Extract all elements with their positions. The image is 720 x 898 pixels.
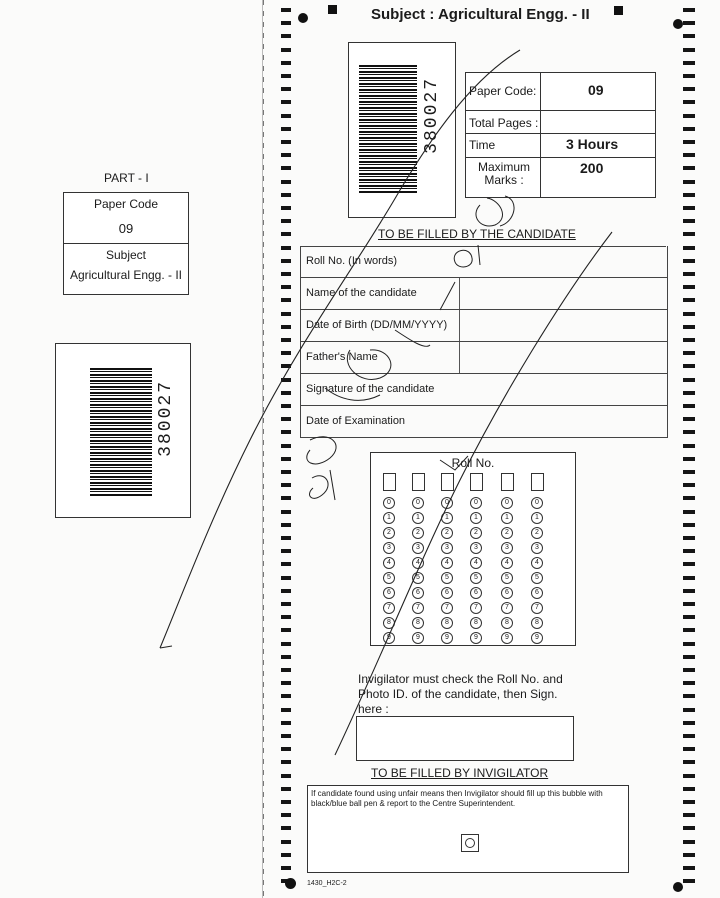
- roll-bubble[interactable]: 7: [441, 602, 453, 614]
- roll-bubble[interactable]: 2: [531, 527, 543, 539]
- max-marks-value: 200: [580, 160, 604, 176]
- invigilator-instruction: Invigilator must check the Roll No. and Photo ID. of the candidate, then Sign. here :: [358, 672, 563, 716]
- roll-bubble[interactable]: 0: [531, 497, 543, 509]
- invigilator-section-heading: TO BE FILLED BY INVIGILATOR: [371, 766, 549, 780]
- stub-subject-label: Subject: [105, 248, 147, 262]
- roll-bubble[interactable]: 4: [383, 557, 395, 569]
- roll-bubble[interactable]: 9: [470, 632, 482, 644]
- field-candidate-name[interactable]: Name of the candidate: [300, 278, 668, 310]
- candidate-section-heading: TO BE FILLED BY THE CANDIDATE: [378, 227, 576, 241]
- roll-bubble[interactable]: 4: [441, 557, 453, 569]
- roll-bubble[interactable]: 1: [383, 512, 395, 524]
- roll-bubble[interactable]: 2: [470, 527, 482, 539]
- roll-bubble[interactable]: 3: [412, 542, 424, 554]
- roll-bubble[interactable]: 5: [412, 572, 424, 584]
- roll-bubble[interactable]: 9: [501, 632, 513, 644]
- stub-barcode-number: 380027: [156, 380, 176, 457]
- roll-bubble[interactable]: 8: [412, 617, 424, 629]
- roll-bubble[interactable]: 4: [412, 557, 424, 569]
- roll-bubble[interactable]: 2: [412, 527, 424, 539]
- subject-title: Subject : Agricultural Engg. - II: [371, 6, 590, 23]
- roll-bubble[interactable]: 4: [531, 557, 543, 569]
- roll-bubble[interactable]: 8: [470, 617, 482, 629]
- roll-bubble[interactable]: 2: [501, 527, 513, 539]
- roll-bubble[interactable]: 9: [531, 632, 543, 644]
- roll-bubble[interactable]: 6: [441, 587, 453, 599]
- roll-bubble[interactable]: 1: [470, 512, 482, 524]
- unfair-means-text: If candidate found using unfair means then Invigilator should fill up this bubble with black/blue ball pen & report to the Centre Superintendent.: [311, 789, 603, 808]
- roll-bubble[interactable]: 7: [383, 602, 395, 614]
- roll-bubble[interactable]: 2: [441, 527, 453, 539]
- roll-bubble[interactable]: 7: [412, 602, 424, 614]
- max-marks-label: Maximum Marks :: [477, 160, 530, 187]
- field-date-of-exam[interactable]: Date of Examination: [300, 406, 668, 438]
- roll-bubble[interactable]: 8: [531, 617, 543, 629]
- roll-bubble[interactable]: 0: [470, 497, 482, 509]
- roll-bubble[interactable]: 1: [501, 512, 513, 524]
- field-father-name[interactable]: Father's Name: [300, 342, 668, 374]
- roll-bubble[interactable]: 7: [470, 602, 482, 614]
- roll-bubble[interactable]: 0: [501, 497, 513, 509]
- roll-bubble[interactable]: 6: [412, 587, 424, 599]
- roll-bubble[interactable]: 0: [412, 497, 424, 509]
- roll-bubble[interactable]: 9: [412, 632, 424, 644]
- roll-bubble[interactable]: 6: [383, 587, 395, 599]
- roll-bubble[interactable]: 1: [412, 512, 424, 524]
- stub-paper-code-label: Paper Code: [93, 197, 159, 211]
- roll-grid-title: Roll No.: [451, 456, 495, 470]
- roll-bubble[interactable]: 1: [441, 512, 453, 524]
- stub-paper-code-value: 09: [118, 221, 134, 236]
- roll-bubble[interactable]: 1: [531, 512, 543, 524]
- roll-bubble[interactable]: 5: [470, 572, 482, 584]
- roll-bubble[interactable]: 4: [470, 557, 482, 569]
- roll-bubble[interactable]: 5: [531, 572, 543, 584]
- roll-bubble[interactable]: 5: [501, 572, 513, 584]
- field-date-of-birth[interactable]: Date of Birth (DD/MM/YYYY): [300, 310, 668, 342]
- time-label: Time: [469, 138, 496, 152]
- roll-bubble[interactable]: 6: [470, 587, 482, 599]
- footer-code: 1430_H2C-2: [307, 880, 347, 887]
- roll-bubble[interactable]: 7: [501, 602, 513, 614]
- roll-bubble[interactable]: 3: [383, 542, 395, 554]
- part-label: PART - I: [104, 171, 149, 185]
- roll-bubble[interactable]: 0: [383, 497, 395, 509]
- roll-bubble[interactable]: 3: [470, 542, 482, 554]
- roll-bubble[interactable]: 0: [441, 497, 453, 509]
- barcode-number: 380027: [422, 77, 442, 154]
- roll-bubble[interactable]: 4: [501, 557, 513, 569]
- roll-bubble[interactable]: 2: [383, 527, 395, 539]
- roll-bubble[interactable]: 3: [441, 542, 453, 554]
- roll-bubble[interactable]: 8: [383, 617, 395, 629]
- roll-bubble[interactable]: 7: [531, 602, 543, 614]
- roll-bubble[interactable]: 3: [531, 542, 543, 554]
- roll-bubble[interactable]: 6: [501, 587, 513, 599]
- paper-code-value: 09: [588, 82, 604, 98]
- roll-bubble[interactable]: 5: [383, 572, 395, 584]
- paper-code-label: Paper Code:: [469, 84, 537, 98]
- roll-bubble[interactable]: 6: [531, 587, 543, 599]
- field-signature[interactable]: Signature of the candidate: [300, 374, 668, 406]
- roll-bubble[interactable]: 9: [441, 632, 453, 644]
- roll-bubble[interactable]: 3: [501, 542, 513, 554]
- roll-bubble[interactable]: 9: [383, 632, 395, 644]
- field-roll-no-words[interactable]: Roll No. (In words): [300, 246, 668, 278]
- stub-subject-value: Agricultural Engg. - II: [69, 268, 183, 282]
- time-value: 3 Hours: [566, 136, 619, 152]
- total-pages-label: Total Pages :: [469, 116, 539, 130]
- roll-bubble[interactable]: 8: [501, 617, 513, 629]
- roll-bubble[interactable]: 8: [441, 617, 453, 629]
- roll-bubble[interactable]: 5: [441, 572, 453, 584]
